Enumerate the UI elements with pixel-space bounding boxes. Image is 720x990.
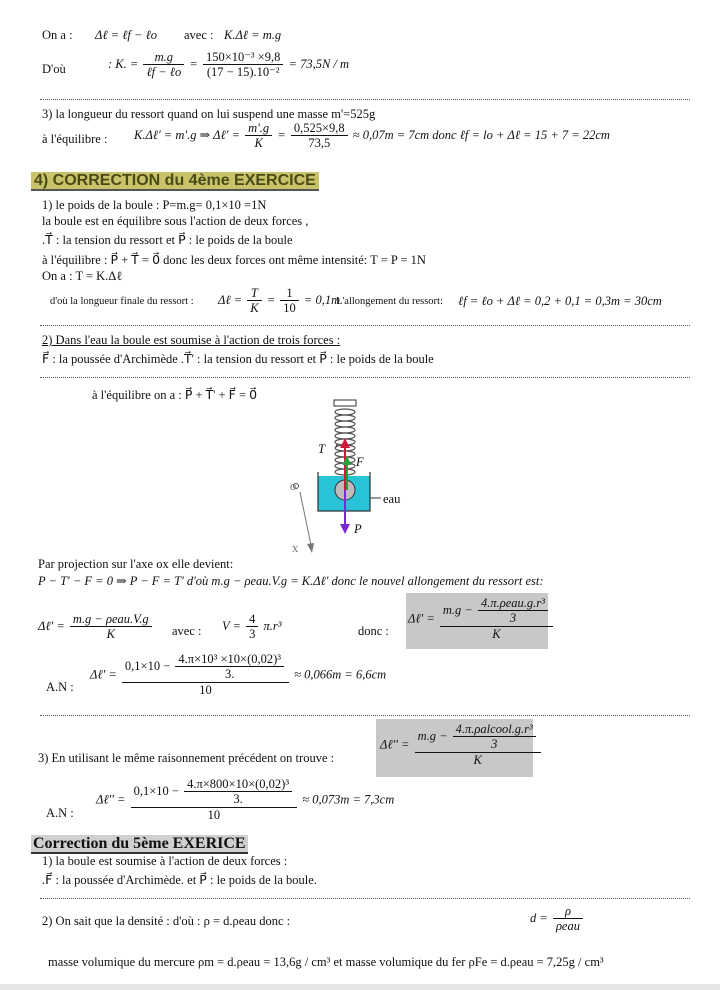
section4-title: 4) CORRECTION du 4ème EXERCICE <box>31 172 319 190</box>
s4-q2-line1: 2) Dans l'eau la boule est soumise à l'action de trois forces : <box>42 333 341 347</box>
an-formula: Δℓ' = 0,1×10 − $\frac{\text{4.π×10³ ×10×(0,02)³}}{3.}$ 10 ≈ 0,066m = 6,6cm <box>90 652 387 697</box>
dou-label: D'où <box>42 62 66 76</box>
s4-q1-line3: .T⃗ : la tension du ressort et P⃗ : le poids de la boule <box>42 233 293 247</box>
x-axis-arrowhead <box>307 543 314 553</box>
weight-arrowhead <box>340 524 350 534</box>
s4-proj-eq: P − T' − F = 0 ⇒ P − F = T' d'où m.g − ρeau.V.g = K.Δℓ' donc le nouvel allongement du ressort est: <box>38 574 544 588</box>
an2-label: A.N : <box>46 806 74 820</box>
fig-label-eau: eau <box>383 492 401 506</box>
box2-formula: Δℓ'' = m.g − $\frac{\text{4.π.ρalcool.g.r³}}{3}$ K <box>380 722 543 767</box>
s4-donc: donc : <box>358 624 389 638</box>
kdl-formula: K.Δℓ = m.g <box>224 28 282 42</box>
s4-dl-formula: Δℓ = $\frac{T}{K}$ = $\frac{1}{10}$ = 0,1m <box>218 286 341 316</box>
s4-q1-line2: la boule est en équilibre sous l'action de deux forces , <box>42 214 309 228</box>
s4-final-length: ℓf = ℓo + Δℓ = 0,2 + 0,1 = 0,3m = 30cm <box>458 294 662 308</box>
delta-l-formula: Δℓ = ℓf − ℓo <box>95 28 158 42</box>
s4-q2-line2: F⃗ : la poussée d'Archimède .T⃗' : la tension du ressort et P⃗ : le poids de la boule <box>42 352 434 366</box>
on-a-label: On a : <box>42 28 73 42</box>
fig-label-p: P⃗ <box>354 522 372 536</box>
avec-label: avec : <box>184 28 214 42</box>
s4-q1-line4: à l'équilibre : P⃗ + T⃗ = 0⃗ donc les deux forces ont même intensité: T = P = 1N <box>42 253 426 267</box>
an2-formula: Δℓ'' = 0,1×10 − $\frac{\text{4.π×800×10×(0,02)³}}{3.}$ 10 ≈ 0,073m = 7,3cm <box>96 777 395 822</box>
separator <box>40 377 690 378</box>
q3-equil-label: à l'équilibre : <box>42 132 108 146</box>
s5-q2-line1: 2) On sait que la densité : d'où : ρ = d.ρeau donc : <box>42 914 291 928</box>
s5-q2-line2: masse volumique du mercure ρm = d.ρeau = 13,6g / cm³ et masse volumique du fer ρFe = d.ρeau = 7,25g / cm³ <box>48 955 604 969</box>
q3-title: 3) la longueur du ressort quand on lui suspend une masse m'=525g <box>42 107 376 121</box>
separator <box>40 715 690 716</box>
an-label: A.N : <box>46 680 74 694</box>
separator <box>40 898 690 899</box>
s5-q1-line2: .F⃗ : la poussée d'Archimède. et P⃗ : le poids de la boule. <box>42 873 317 887</box>
support-block <box>334 400 356 406</box>
section5-title: Correction du 5ème EXERICE <box>33 835 246 852</box>
separator <box>40 325 690 326</box>
s4-volume-formula: V = $\frac{4}{3}$ π.r³ <box>222 612 282 642</box>
page-bottom-bar <box>0 984 720 990</box>
s4-q2-equil: à l'équilibre on a : P⃗ + T⃗' + F⃗ = 0⃗ <box>92 388 258 402</box>
fig-label-o: o <box>290 479 297 493</box>
box1-formula: Δℓ' = m.g − $\frac{\text{4.π.ρeau.g.r³}}{3}$ K <box>408 596 555 641</box>
fig-label-x: x <box>292 541 299 555</box>
s5-q1-line1: 1) la boule est soumise à l'action de deux forces : <box>42 854 288 868</box>
s4-allong-label: L'allongement du ressort: <box>336 296 443 307</box>
k-formula: : K. = $\frac{m.g}{\text{ℓf − ℓo}}$ = $\frac{\text{150×10⁻³ ×9,8}}{\text{(17 − 15).10⁻²}}$ = 73,5N / m <box>108 50 350 80</box>
x-axis <box>300 492 312 550</box>
s4-q3-text: 3) En utilisant le même raisonnement précédent on trouve : <box>38 751 335 765</box>
separator <box>40 99 690 100</box>
fig-label-t: T⃗' <box>318 442 338 456</box>
fig-label-f: F⃗ <box>356 455 374 469</box>
s5-density-formula: d = $\frac{\rho}{\text{ρeau}}$ <box>530 904 585 934</box>
s4-q1-line1: 1) le poids de la boule : P=m.g= 0,1×10 =1N <box>42 198 267 212</box>
s4-avec: avec : <box>172 624 202 638</box>
s4-q1-line5: On a : T = K.Δℓ <box>42 269 123 283</box>
s4-proj-line: Par projection sur l'axe ox elle devient: <box>38 557 234 571</box>
s4-dou-label: d'où la longueur finale du ressort : <box>50 296 194 307</box>
q3-formula: K.Δℓ' = m'.g ⇒ Δℓ' = $\frac{m'.g}{K}$ = $\frac{0,525\times 9,8}{73,5}$ ≈ 0,07m = 7cm donc ℓf = lo + Δℓ = 15 + 7 = 22cm <box>134 121 610 151</box>
s4-dl-prime-formula: Δℓ' = $\frac{\text{m.g − ρeau.V.g}}{K}$ <box>38 612 154 642</box>
